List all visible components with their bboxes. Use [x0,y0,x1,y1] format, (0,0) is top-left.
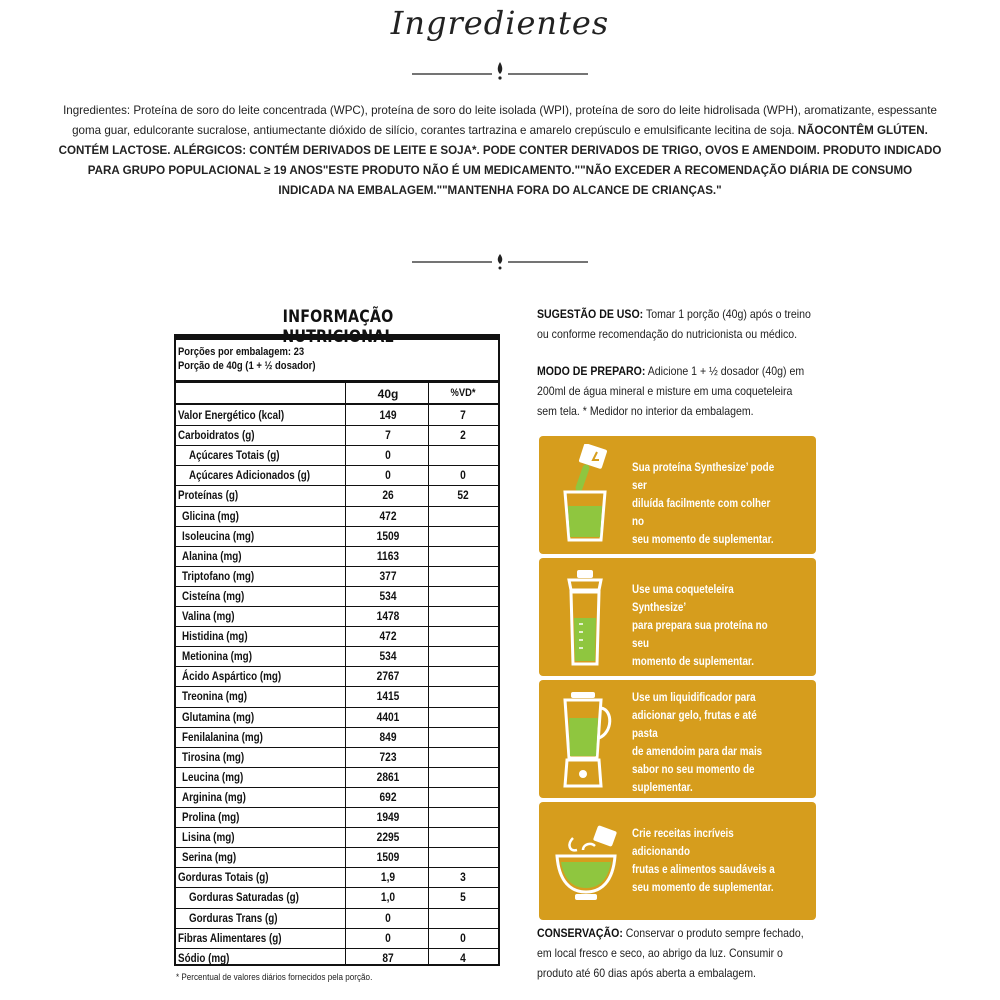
tip-card-text: Use um liquidificador para adicionar gelo, frutas e até pasta de amendoim para dar mais sabor no seu momento de suplementar. [632,690,763,794]
ornament-divider-middle [412,252,588,272]
storage-text: Conservar o produto sempre fechado, [622,926,804,940]
nutrient-label: Valina (mg) [182,609,235,623]
nutrient-label: Fenilalanina (mg) [182,729,263,744]
row-divider [174,847,500,848]
row-divider [174,827,500,828]
row-divider [174,566,500,567]
nutrition-footnote: * Percentual de valores diários fornecidos pela porção. [176,972,373,982]
row-divider [174,928,500,929]
tip-card-blender [539,680,816,798]
row-divider [174,707,500,708]
nutrient-label: Açúcares Adicionados (g) [189,468,311,483]
portion-size: Porção de 40g (1 + ½ dosador) [178,360,316,372]
tip-card-text: Use uma coqueteleira Synthesize’ para prepara sua proteína no seu momento de suplementar. [632,582,768,668]
row-divider [174,425,500,426]
row-divider [174,686,500,687]
glass-scoop-icon [553,444,619,548]
nutrient-amount: 377 [379,568,397,583]
nutrient-vd: 3 [460,870,466,885]
usage-suggestion-text: Tomar 1 porção (40g) após o treino [643,307,811,321]
tip-card-bowl [539,802,816,920]
nutrient-amount: 1509 [376,850,400,865]
nutrient-vd: 7 [460,408,466,422]
row-divider [174,626,500,627]
nutrient-label: Glicina (mg) [182,508,239,523]
nutrient-label: Arginina (mg) [182,789,246,804]
ingredients-script-title: Ingredientes [390,4,610,42]
nutrient-vd: 2 [460,428,466,443]
row-divider [174,867,500,868]
children-warning: INDICADA NA EMBALAGEM.""MANTENHA FORA DO ALCANCE DE CRIANÇAS." [278,184,722,197]
tip-card-text: Sua proteína Synthesize’ pode ser diluída facilmente com colher no seu momento de suplementar. [632,460,775,546]
nutrient-amount: 1,9 [380,870,396,885]
nutrient-label: Histidina (mg) [182,629,248,644]
preparation-method [537,361,819,421]
row-divider [174,586,500,587]
nutrient-amount: 723 [379,749,397,764]
nutrient-label: Gorduras Totais (g) [178,870,269,885]
nutrient-label: Sódio (mg) [178,950,230,965]
nutrient-amount: 26 [382,488,394,503]
nutrient-label: Gorduras Saturadas (g) [189,890,299,905]
nutrient-label: Leucina (mg) [182,769,244,784]
ingredients-line-2 [28,121,972,141]
nutrient-amount: 4401 [376,709,400,724]
row-divider [174,908,500,909]
shaker-bottle-icon [553,566,619,670]
table-divider [174,403,500,405]
nutrient-label: Isoleucina (mg) [182,528,255,543]
nutrient-amount: 0 [385,910,391,925]
nutrient-label: Fibras Alimentares (g) [178,930,282,945]
storage-text-3: produto até 60 dias após aberta a embalagem. [537,966,756,980]
ingredients-line-3 [28,141,972,161]
row-divider [174,606,500,607]
tip-card-scoop [539,436,816,554]
nutrient-amount: 849 [379,729,397,744]
table-column-divider [428,382,429,966]
row-divider [174,526,500,527]
storage-instructions [537,923,820,983]
ornament-divider-top [412,58,588,82]
row-divider [174,807,500,808]
table-divider-thick [174,380,500,383]
nutrient-amount: 534 [379,649,397,664]
tip-card-shaker [539,558,816,676]
ingredients-line-4 [28,161,972,181]
nutrient-amount: 0 [385,448,391,463]
nutrient-amount: 0 [385,930,391,945]
row-divider [174,747,500,748]
nutrient-amount: 472 [379,508,397,523]
row-divider [174,445,500,446]
blender-icon [553,688,619,792]
nutrient-label: Cisteína (mg) [182,588,245,603]
usage-suggestion-label: SUGESTÃO DE USO: [537,307,644,321]
nutrient-label: Metionina (mg) [182,649,252,664]
table-column-divider [345,382,346,966]
nutrient-amount: 1163 [376,548,400,563]
nutrient-amount: 1509 [376,528,400,543]
ingredients-line-2a: goma guar, edulcorante sucralose, antiumectante dióxido de silício, corantes tartrazina e amarelo crepúsculo e emulsificante lecitina de soja. [72,124,798,137]
nutrient-amount: 534 [379,588,397,603]
row-divider [174,727,500,728]
nutrient-amount: 2295 [376,830,400,845]
nutrient-label: Valor Energético (kcal) [178,408,285,422]
storage-text-2: em local fresco e seco, ao abrigo da luz. Consumir o [537,946,783,960]
nutrient-amount: 7 [385,428,391,443]
nutrient-label: Glutamina (mg) [182,709,255,724]
preparation-text-2: 200ml de água mineral e misture em uma coqueteleira [537,384,793,398]
nutrient-amount: 1415 [376,689,400,704]
nutrient-label: Gorduras Trans (g) [189,910,278,925]
column-header-vd: %VD* [450,387,476,399]
row-divider [174,506,500,507]
nutrient-label: Alanina (mg) [182,548,242,563]
portions-per-package: Porções por embalagem: 23 [178,346,305,358]
ingredients-line-5 [28,181,972,201]
row-divider [174,948,500,949]
nutrient-amount: 1949 [376,810,400,824]
nutrient-label: Lisina (mg) [182,830,235,845]
nutrient-amount: 0 [385,468,391,483]
nutrient-amount: 2767 [376,669,400,684]
row-divider [174,546,500,547]
nutrient-vd: 5 [460,890,466,905]
nutrient-amount: 2861 [376,769,400,784]
gluten-warning: NÃOCONTÊM GLÚTEN. [797,124,928,137]
bowl-recipe-icon [553,810,619,914]
preparation-text-3: sem tela. * Medidor no interior da embalagem. [537,404,754,418]
row-divider [174,485,500,486]
nutrient-amount: 87 [382,950,394,965]
nutrient-vd: 0 [460,468,466,483]
nutrient-label: Prolina (mg) [182,810,240,824]
usage-suggestion [537,304,827,344]
ingredients-line-1: Ingredientes: Proteína de soro do leite concentrada (WPC), proteína de soro do leite isolada (WPI), proteína de soro do leite hidrolisada (WPH), aromatizante, espessante [63,104,937,117]
nutrient-amount: 472 [379,629,397,644]
nutrition-title: INFORMAÇÃO NUTRICIONAL [282,307,394,347]
row-divider [174,666,500,667]
nutrient-vd: 0 [460,930,466,945]
preparation-text: Adicione 1 + ½ dosador (40g) em [645,364,805,378]
nutrient-amount: 1,0 [380,890,396,905]
nutrient-label: Proteínas (g) [178,488,239,503]
storage-label: CONSERVAÇÃO: [537,926,623,940]
population-warning: PARA GRUPO POPULACIONAL ≥ 19 ANOS"ESTE PRODUTO NÃO É UM MEDICAMENTO.""NÃO EXCEDER A RECOMENDAÇÃO DIÁRIA DE CONSUMO [87,164,913,177]
nutrient-amount: 149 [379,408,397,422]
row-divider [174,787,500,788]
row-divider [174,887,500,888]
tip-card-text: Crie receitas incríveis adicionando frutas e alimentos saudáveis a seu momento de suplementar. [632,826,775,894]
nutrient-amount: 1478 [376,609,400,623]
nutrient-vd: 4 [460,950,466,965]
nutrient-label: Carboidratos (g) [178,428,255,443]
nutrient-label: Serina (mg) [182,850,237,865]
nutrient-vd: 52 [457,488,469,503]
ingredients-text [28,101,972,201]
row-divider [174,646,500,647]
nutrient-label: Treonina (mg) [182,689,248,704]
nutrient-amount: 692 [379,789,397,804]
row-divider [174,767,500,768]
nutrient-label: Triptofano (mg) [182,568,255,583]
preparation-label: MODO DE PREPARO: [537,364,646,378]
nutrient-label: Tirosina (mg) [182,749,245,764]
usage-suggestion-text-2: ou conforme recomendação do nutricionista ou médico. [537,327,798,341]
allergen-warning: CONTÉM LACTOSE. ALÉRGICOS: CONTÉM DERIVADOS DE LEITE E SOJA*. PODE CONTER DERIVADOS DE TRIGO, OVOS E AMENDOIM. PRODUTO INDICADO [58,144,942,157]
row-divider [174,465,500,466]
column-header-amount: 40g [377,387,399,401]
nutrient-label: Ácido Aspártico (mg) [182,669,282,684]
nutrient-label: Açúcares Totais (g) [189,448,280,463]
